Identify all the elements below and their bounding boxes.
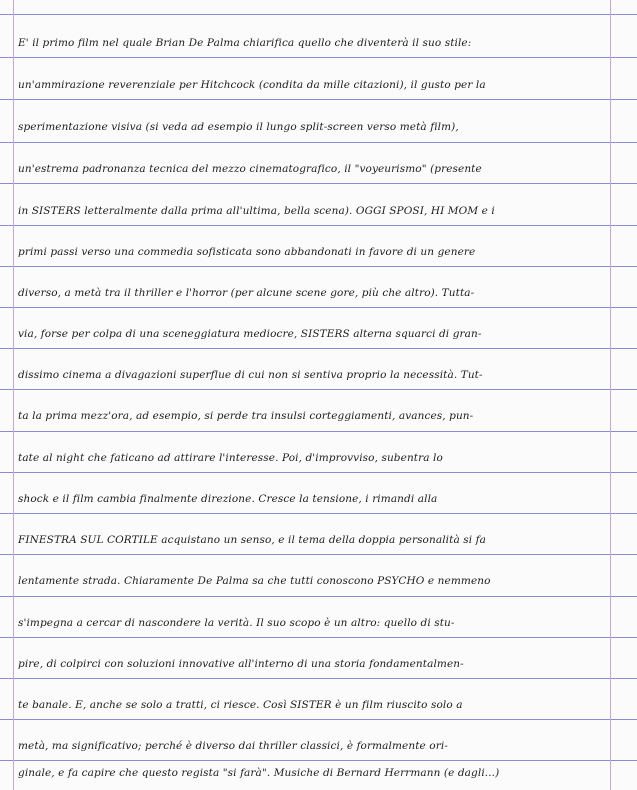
text-line: diverso, a metà tra il thriller e l'horror (per alcune scene gore, più che altro). Tutta- bbox=[18, 287, 475, 299]
text-line: FINESTRA SUL CORTILE acquistano un senso, e il tema della doppia personalità si fa bbox=[18, 534, 486, 546]
text-line: shock e il film cambia finalmente direzione. Cresce la tensione, i rimandi alla bbox=[18, 493, 438, 505]
ruled-line bbox=[0, 431, 637, 432]
left-margin-line bbox=[13, 0, 14, 790]
text-line: te banale. E, anche se solo a tratti, ci riesce. Così SISTER è un film riuscito solo a bbox=[18, 699, 463, 711]
ruled-line bbox=[0, 14, 637, 15]
text-line: un'ammirazione reverenziale per Hitchcock (condita da mille citazioni), il gusto per la bbox=[18, 79, 486, 91]
text-line: E' il primo film nel quale Brian De Palma chiarifica quello che diventerà il suo stile: bbox=[18, 37, 472, 49]
text-line: in SISTERS letteralmente dalla prima all'ultima, bella scena). OGGI SPOSI, HI MOM e i bbox=[18, 205, 495, 217]
text-line: un'estrema padronanza tecnica del mezzo cinematografico, il "voyeurismo" (presente bbox=[18, 163, 482, 175]
text-line: lentamente strada. Chiaramente De Palma sa che tutti conoscono PSYCHO e nemmeno bbox=[18, 575, 491, 587]
text-line: tate al night che faticano ad attirare l'interesse. Poi, d'improvviso, subentra lo bbox=[18, 452, 443, 464]
text-line: pire, di colpirci con soluzioni innovative all'interno di una storia fondamentalmen- bbox=[18, 658, 464, 670]
text-line: dissimo cinema a divagazioni superflue di cui non si sentiva proprio la necessità. Tut- bbox=[18, 369, 483, 381]
text-line: ta la prima mezz'ora, ad esempio, si perde tra insulsi corteggiamenti, avances, pun- bbox=[18, 410, 474, 422]
text-line: s'impegna a cercar di nascondere la verità. Il suo scopo è un altro: quello di stu- bbox=[18, 617, 455, 629]
ruled-line bbox=[0, 596, 637, 597]
text-line: via, forse per colpa di una sceneggiatura mediocre, SISTERS alterna squarci di gran- bbox=[18, 328, 482, 340]
text-line: sperimentazione visiva (si veda ad esempio il lungo split-screen verso metà film), bbox=[18, 121, 459, 133]
ruled-line bbox=[0, 142, 637, 143]
text-line: primi passi verso una commedia sofisticata sono abbandonati in favore di un genere bbox=[18, 246, 476, 258]
text-line: metà, ma significativo; perché è diverso dai thriller classici, è formalmente ori- bbox=[18, 740, 448, 752]
text-line: ginale, e fa capire che questo regista "si farà". Musiche di Bernard Herrmann (e dagli...) bbox=[18, 767, 500, 779]
